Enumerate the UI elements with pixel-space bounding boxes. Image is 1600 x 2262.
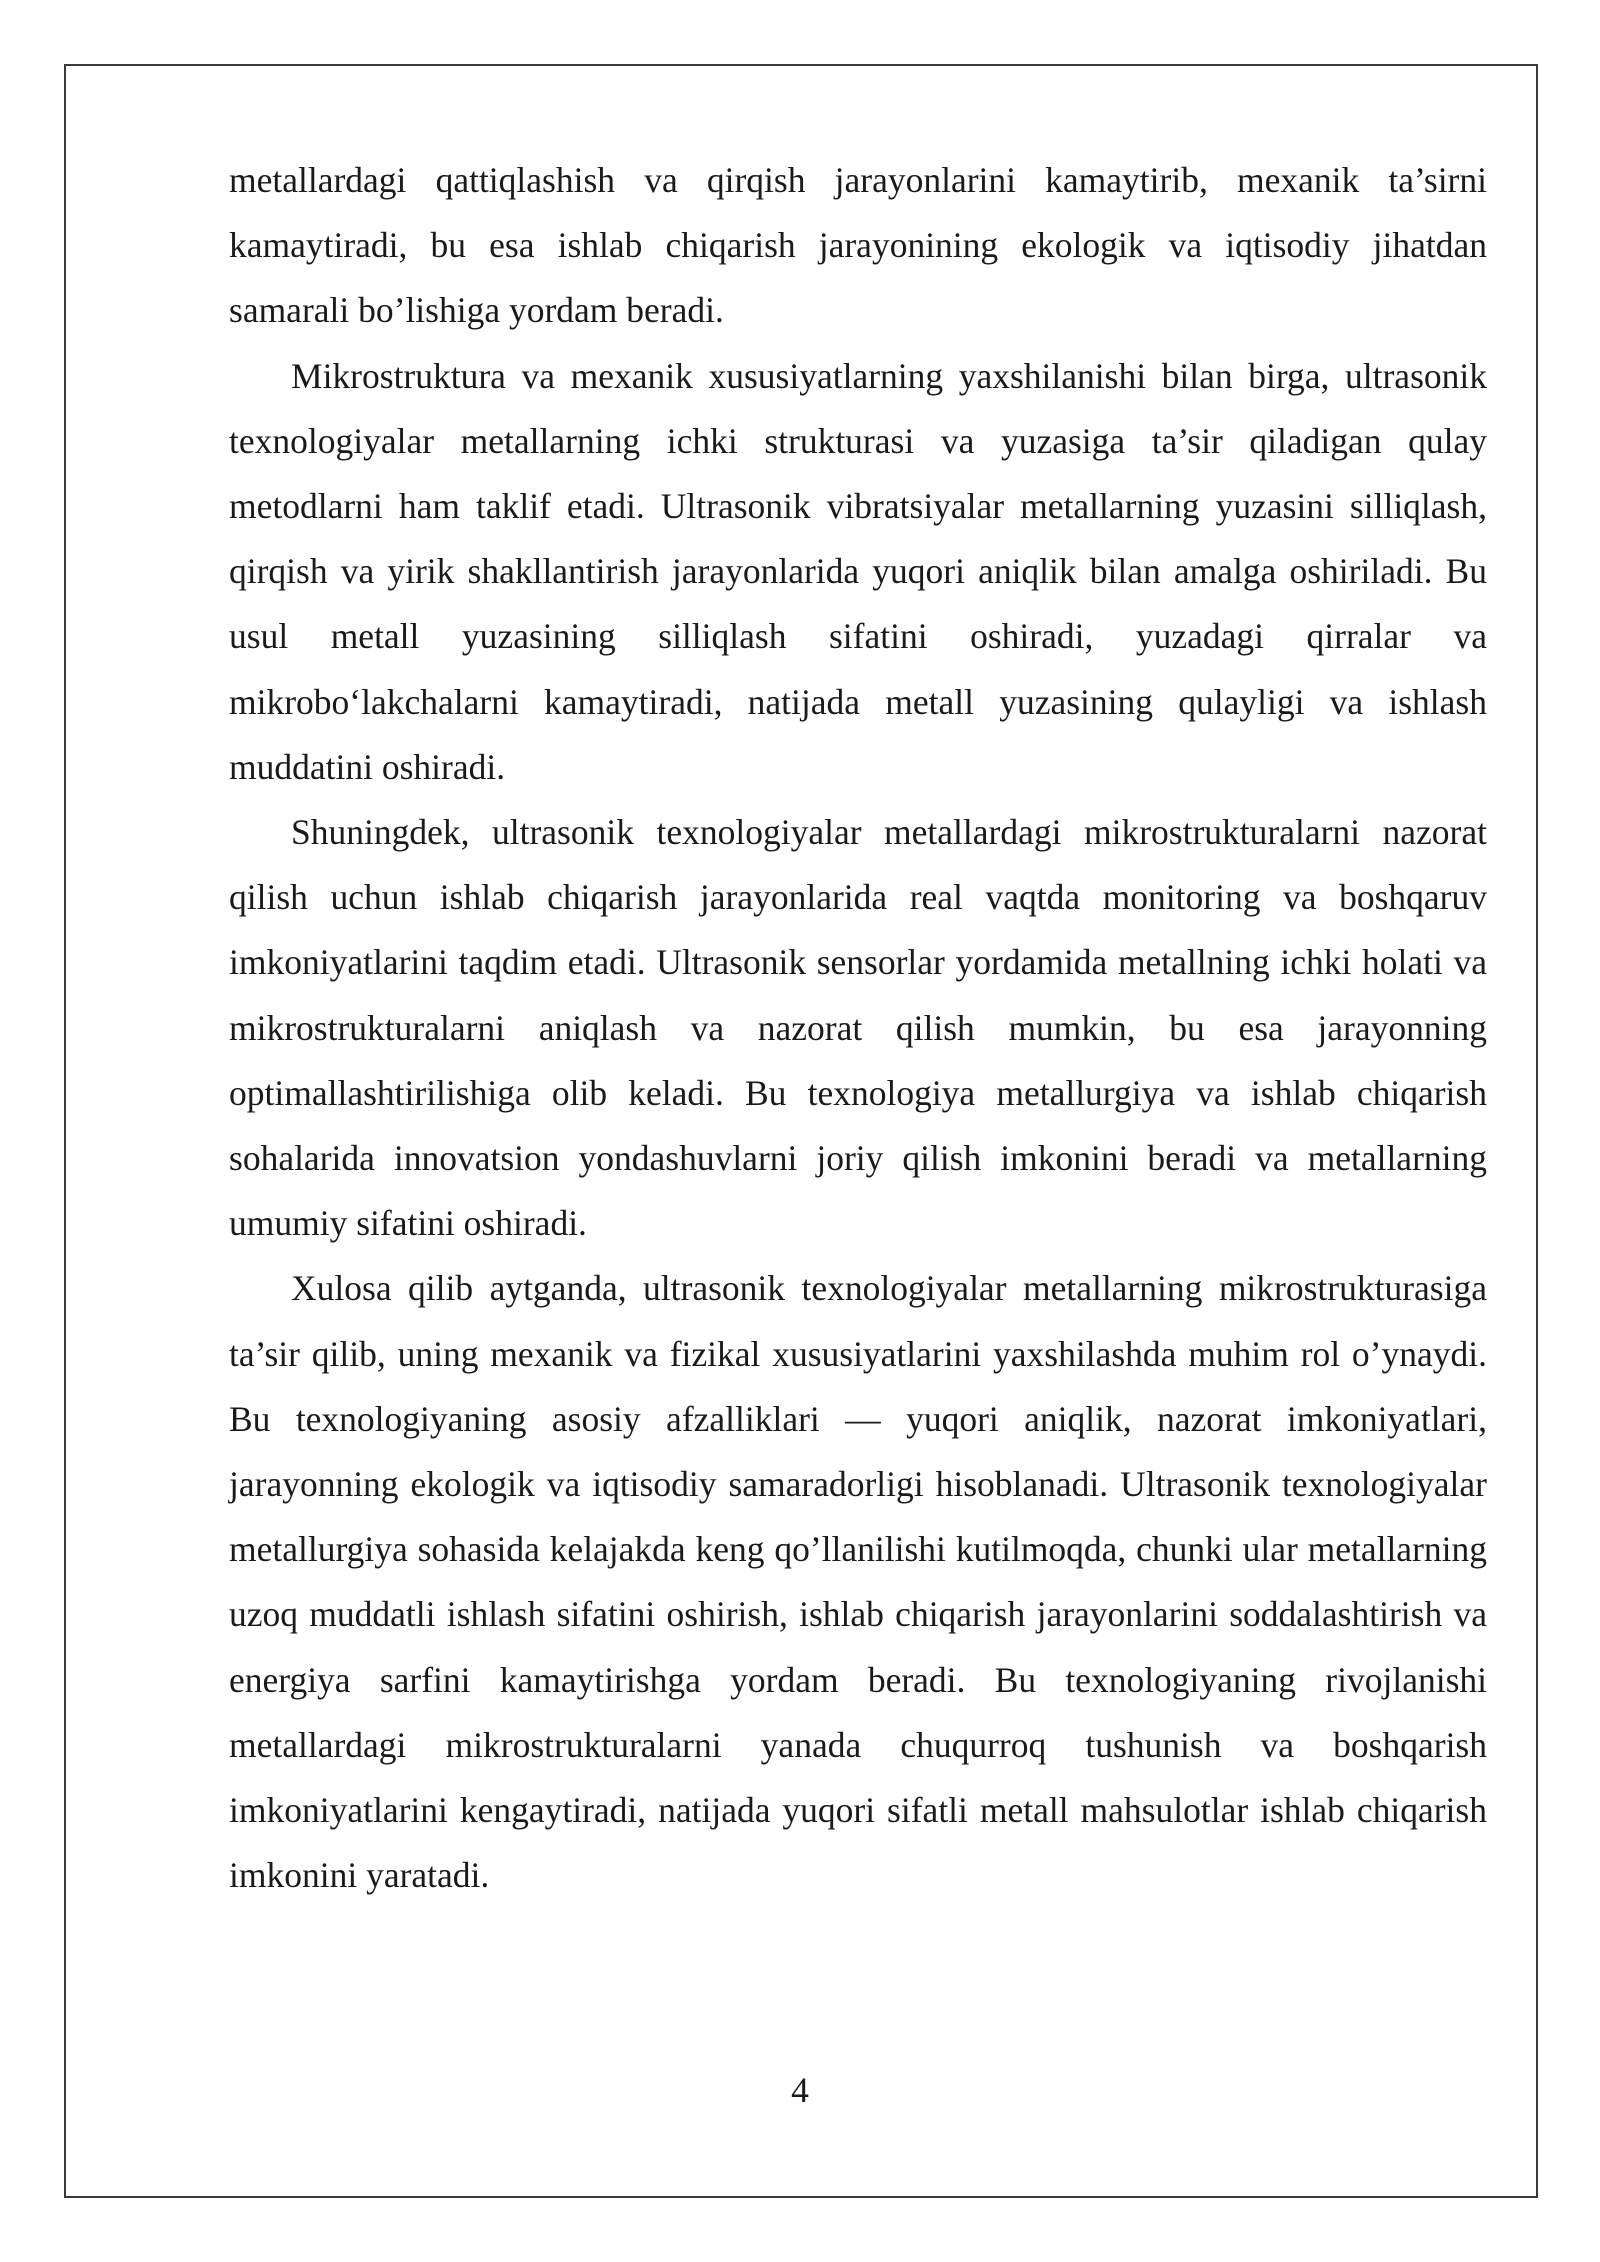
page-number: 4 [791, 2070, 809, 2110]
document-body [229, 148, 1487, 1908]
paragraph-conclusion: Xulosa qilib aytganda, ultrasonik texnologiyalar metallarning mikrostrukturasiga ta’sir qilib, uning mexanik va fizikal xususiyatlarini yaxshilashda muhim rol o’ynaydi. Bu texnologiyaning asosiy afzalliklari — yuqori aniqlik, nazorat imkoniyatlari, jarayonning ekologik va iqtisodiy samaradorligi hisoblanadi. Ultrasonik texnologiyalar metallurgiya sohasida kelajakda keng qo’llanilishi kutilmoqda, chunki ular metallarning uzoq muddatli ishlash sifatini oshirish, ishlab chiqarish jarayonlarini soddalashtirish va energiya sarfini kamaytirishga yordam beradi. Bu texnologiyaning rivojlanishi metallardagi mikrostrukturalarni yanada chuqurroq tushunish va boshqarish imkoniyatlarini kengaytiradi, natijada yuqori sifatli metall mahsulotlar ishlab chiqarish imkonini yaratadi. [229, 1268, 1487, 1896]
paragraph-monitoring: Shuningdek, ultrasonik texnologiyalar metallardagi mikrostrukturalarni nazorat qilish uchun ishlab chiqarish jarayonlarida real vaqtda monitoring va boshqaruv imkoniyatlarini taqdim etadi. Ultrasonik sensorlar yordamida metallning ichki holati va mikrostrukturalarni aniqlash va nazorat qilish mumkin, bu esa jarayonning optimallashtirilishiga olib keladi. Bu texnologiya metallurgiya va ishlab chiqarish sohalarida innovatsion yondashuvlarni joriy qilish imkonini beradi va metallarning umumiy sifatini oshiradi. [229, 812, 1487, 1244]
paragraph-continuation: metallardagi qattiqlashish va qirqish jarayonlarini kamaytirib, mexanik ta’sirni kamaytiradi, bu esa ishlab chiqarish jarayonining ekologik va iqtisodiy jihatdan samarali bo’lishiga yordam beradi. [229, 160, 1487, 331]
paragraph-surface-treatment: Mikrostruktura va mexanik xususiyatlarning yaxshilanishi bilan birga, ultrasonik texnologiyalar metallarning ichki strukturasi va yuzasiga ta’sir qiladigan qulay metodlarni ham taklif etadi. Ultrasonik vibratsiyalar metallarning yuzasini silliqlash, qirqish va yirik shakllantirish jarayonlarida yuqori aniqlik bilan amalga oshiriladi. Bu usul metall yuzasining silliqlash sifatini oshiradi, yuzadagi qirralar va mikrobo‘lakchalarni kamaytiradi, natijada metall yuzasining qulayligi va ishlash muddatini oshiradi. [229, 355, 1487, 787]
